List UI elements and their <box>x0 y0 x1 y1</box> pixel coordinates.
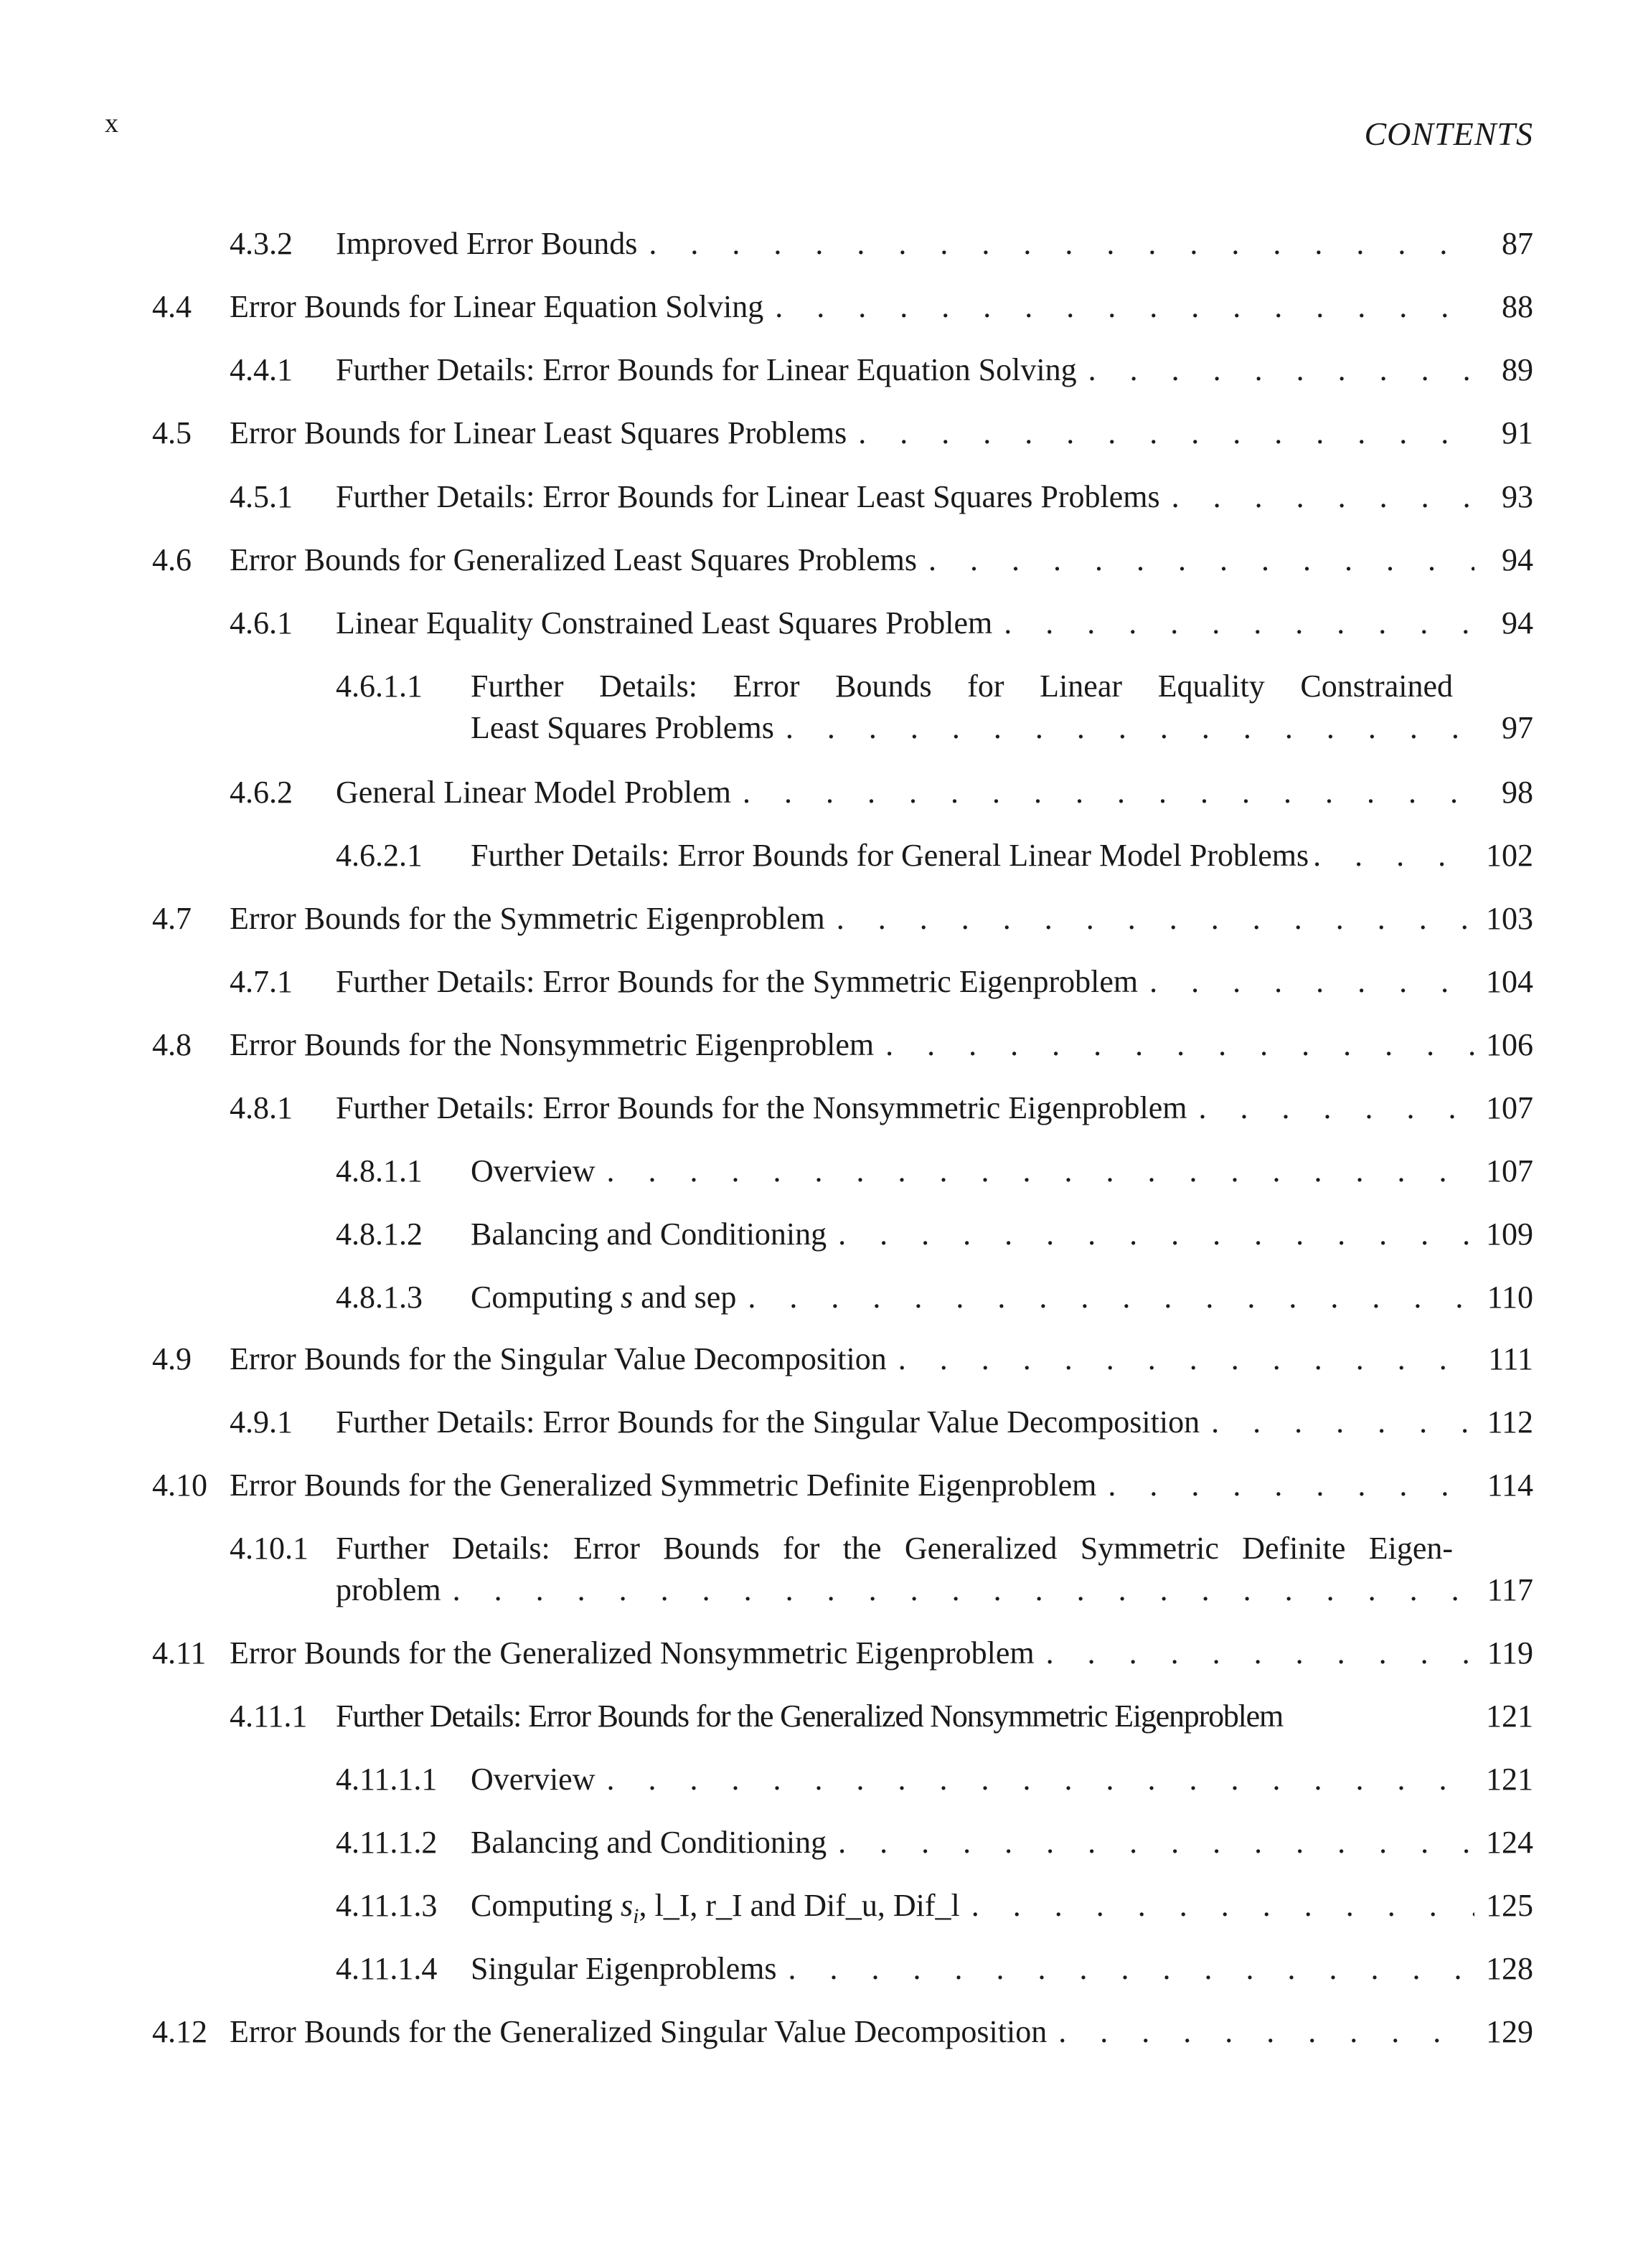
toc-entry-title-pre: Computing <box>471 1888 621 1923</box>
toc-entry-number: 4.9.1 <box>230 1404 293 1440</box>
toc-entry-title: Further Details: Error Bounds for General Linear Model Problems <box>471 838 1309 873</box>
toc-entry-number: 4.9 <box>152 1341 192 1376</box>
toc-entry-page: 103 <box>1486 901 1533 936</box>
dot-leader <box>885 1024 1474 1066</box>
toc-entry-page: 93 <box>1502 479 1533 514</box>
toc-entry-title: Error Bounds for the Symmetric Eigenproblem <box>230 901 825 936</box>
toc-entry[interactable] <box>230 1528 1533 1611</box>
toc-entry-title: Error Bounds for the Generalized Symmetric Definite Eigenproblem <box>230 1468 1097 1503</box>
toc-entry-title: Error Bounds for Linear Least Squares Problems <box>230 415 847 450</box>
dot-leader <box>898 1338 1474 1380</box>
toc-entry-number: 4.8.1 <box>230 1090 293 1125</box>
toc-entry[interactable] <box>230 1402 1533 1443</box>
toc-entry-page: 117 <box>1487 1572 1533 1607</box>
toc-entry-title-line2: problem <box>336 1572 441 1607</box>
toc-entry[interactable] <box>152 1024 1533 1066</box>
toc-entry-title: Balancing and Conditioning <box>471 1825 827 1860</box>
toc-entry[interactable] <box>230 1696 1533 1737</box>
toc-entry-number: 4.4.1 <box>230 352 293 387</box>
dot-leader <box>775 286 1474 328</box>
dot-leader <box>1088 349 1474 391</box>
toc-entry-number: 4.5 <box>152 415 192 450</box>
toc-entry[interactable] <box>152 1465 1533 1506</box>
dot-leader <box>453 1569 1474 1611</box>
page-number: x <box>105 108 118 138</box>
toc-entry-title: Further Details: Error Bounds for Linear Equation Solving <box>336 352 1077 387</box>
toc-entry-number: 4.11.1.4 <box>336 1951 438 1986</box>
toc-entry-page: 121 <box>1486 1762 1533 1797</box>
toc-entry-title: Error Bounds for the Nonsymmetric Eigenproblem <box>230 1027 875 1062</box>
dot-leader <box>1058 2011 1474 2053</box>
toc-entry-page: 98 <box>1502 775 1533 810</box>
toc-entry-page: 106 <box>1486 1027 1533 1062</box>
toc-entry-number: 4.7 <box>152 901 192 936</box>
toc-entry-title: General Linear Model Problem <box>336 775 732 810</box>
dot-leader <box>1313 835 1482 877</box>
toc-entry-page: 94 <box>1502 605 1533 641</box>
toc-entry-title: Balancing and Conditioning <box>471 1216 827 1252</box>
toc-entry[interactable] <box>152 412 1533 454</box>
toc-entry-title: Improved Error Bounds <box>336 226 638 261</box>
toc-entry-title-line1: Further Details: Error Bounds for Linear Equality Constrained <box>471 668 1453 704</box>
dot-leader <box>838 1822 1474 1863</box>
toc-entry-title: Further Details: Error Bounds for the Singular Value Decomposition <box>336 1404 1200 1440</box>
toc-entry-number: 4.4 <box>152 289 192 324</box>
dot-leader <box>1108 1465 1474 1506</box>
dot-leader <box>858 412 1474 454</box>
toc-entry-page: 114 <box>1487 1468 1533 1503</box>
toc-entry-title: Overview <box>471 1153 596 1189</box>
toc-entry-number: 4.11 <box>152 1635 207 1671</box>
toc-entry-page: 89 <box>1502 352 1533 387</box>
dot-leader <box>607 1759 1475 1800</box>
toc-entry[interactable] <box>152 539 1533 581</box>
toc-entry-page: 91 <box>1502 415 1533 450</box>
toc-entry-number: 4.7.1 <box>230 964 293 999</box>
toc-entry[interactable] <box>336 1885 1533 1937</box>
toc-entry[interactable] <box>152 1338 1533 1380</box>
dot-leader <box>786 707 1474 749</box>
toc-entry-title: Further Details: Error Bounds for the Generalized Nonsymmetric Eigenproblem <box>336 1698 1284 1734</box>
toc-entry-number: 4.8.1.1 <box>336 1153 423 1189</box>
toc-entry-page: 128 <box>1486 1951 1533 1986</box>
toc-entry-page: 129 <box>1486 2014 1533 2049</box>
toc-entry-page: 102 <box>1486 838 1533 873</box>
toc-entry-title: Error Bounds for the Generalized Singular Value Decomposition <box>230 2014 1048 2049</box>
toc-entry-number: 4.6 <box>152 542 192 577</box>
toc-entry-title: Further Details: Error Bounds for the Symmetric Eigenproblem <box>336 964 1139 999</box>
dot-leader <box>748 1277 1474 1318</box>
toc-entry-page: 109 <box>1486 1216 1533 1252</box>
toc-entry-number: 4.3.2 <box>230 226 293 261</box>
toc-entry-title: Further Details: Error Bounds for the Nonsymmetric Eigenproblem <box>336 1090 1187 1125</box>
toc-entry-page: 88 <box>1502 289 1533 324</box>
toc-entry-title-line1: Further Details: Error Bounds for the Generalized Symmetric Definite Eigen- <box>336 1531 1453 1566</box>
toc-entry[interactable] <box>336 1948 1533 1990</box>
dot-leader <box>928 539 1474 581</box>
toc-entry-page: 87 <box>1502 226 1533 261</box>
toc-entry-page: 110 <box>1487 1280 1533 1315</box>
toc-entry-title <box>471 1885 960 1937</box>
dot-leader <box>838 1214 1474 1255</box>
toc-entry[interactable] <box>336 1214 1533 1255</box>
toc-entry[interactable] <box>230 961 1533 1003</box>
toc-entry-page: 125 <box>1486 1888 1533 1923</box>
toc-entry[interactable] <box>336 1822 1533 1863</box>
toc-entry-title: Error Bounds for Generalized Least Squares Problems <box>230 542 917 577</box>
math-subscript-i: i <box>633 1904 639 1928</box>
toc-entry-number: 4.6.2.1 <box>336 838 423 873</box>
toc-entry[interactable] <box>230 476 1533 518</box>
running-head: CONTENTS <box>1364 115 1533 152</box>
toc-entry[interactable] <box>336 1150 1533 1192</box>
toc-entry-number: 4.11.1.1 <box>336 1762 438 1797</box>
dot-leader <box>1172 476 1474 518</box>
toc-entry-title: Error Bounds for the Generalized Nonsymmetric Eigenproblem <box>230 1635 1035 1671</box>
toc-entry[interactable] <box>152 2011 1533 2053</box>
toc-entry[interactable] <box>336 1759 1533 1800</box>
toc-entry[interactable] <box>230 772 1533 813</box>
toc-entry-page: 119 <box>1487 1635 1533 1671</box>
toc-entry-title-post: and sep <box>633 1280 737 1315</box>
math-symbol-s: s <box>621 1280 634 1315</box>
toc-entry-number: 4.12 <box>152 2014 207 2049</box>
dot-leader <box>789 1948 1475 1990</box>
toc-entry-page: 111 <box>1488 1341 1533 1376</box>
toc-entry-number: 4.8 <box>152 1027 192 1062</box>
toc-entry[interactable] <box>336 1277 1533 1318</box>
toc-entry-number: 4.8.1.3 <box>336 1280 423 1315</box>
toc-entry-title <box>471 1277 736 1318</box>
toc-entry-title: Further Details: Error Bounds for Linear Least Squares Problems <box>336 479 1160 514</box>
dot-leader <box>607 1150 1475 1192</box>
toc-entry-page: 124 <box>1486 1825 1533 1860</box>
toc-entry-number: 4.6.1.1 <box>336 668 423 704</box>
toc-entry[interactable] <box>336 666 1533 749</box>
dot-leader <box>1211 1402 1474 1443</box>
toc-entry-number: 4.11.1 <box>230 1698 308 1734</box>
toc-entry[interactable] <box>336 835 1533 877</box>
toc-entry-title: Overview <box>471 1762 596 1797</box>
toc-entry[interactable] <box>230 223 1533 265</box>
toc-entry-page: 107 <box>1486 1090 1533 1125</box>
toc-entry-number: 4.11.1.3 <box>336 1888 438 1923</box>
toc-entry-page: 107 <box>1486 1153 1533 1189</box>
toc-entry-number: 4.6.1 <box>230 605 293 641</box>
toc-entry-page: 112 <box>1487 1404 1533 1440</box>
toc-entry-number: 4.11.1.2 <box>336 1825 438 1860</box>
toc-entry[interactable] <box>230 349 1533 391</box>
math-symbol-s: s <box>621 1888 634 1923</box>
dot-leader <box>743 772 1474 813</box>
toc-entry[interactable] <box>152 286 1533 328</box>
toc-entry-title-pre: Computing <box>471 1280 621 1315</box>
toc-entry-number: 4.6.2 <box>230 775 293 810</box>
toc-entry-number: 4.5.1 <box>230 479 293 514</box>
toc-entry[interactable] <box>152 898 1533 940</box>
dot-leader <box>1004 603 1474 644</box>
dot-leader <box>1199 1087 1474 1129</box>
dot-leader <box>1149 961 1474 1003</box>
toc-entry-title: Error Bounds for Linear Equation Solving <box>230 289 764 324</box>
dot-leader <box>1046 1633 1474 1674</box>
toc-entry-number: 4.10 <box>152 1468 207 1503</box>
toc-entry-page: 97 <box>1502 710 1533 745</box>
toc-entry-title-post: , l_I, r_I and Dif_u, Dif_l <box>639 1888 960 1923</box>
dot-leader <box>837 898 1474 940</box>
dot-leader <box>971 1885 1474 1927</box>
toc-entry-number: 4.8.1.2 <box>336 1216 423 1252</box>
toc-entry-page: 104 <box>1486 964 1533 999</box>
toc-entry[interactable] <box>230 603 1533 644</box>
toc-entry-title: Linear Equality Constrained Least Squares Problem <box>336 605 993 641</box>
toc-entry-title: Error Bounds for the Singular Value Decomposition <box>230 1341 887 1376</box>
toc-entry-title-line2: Least Squares Problems <box>471 710 774 745</box>
toc-entry-page: 121 <box>1486 1698 1533 1734</box>
toc-entry-number: 4.10.1 <box>230 1531 309 1566</box>
toc-entry-page: 94 <box>1502 542 1533 577</box>
toc-entry[interactable] <box>230 1087 1533 1129</box>
toc-entry-title: Singular Eigenproblems <box>471 1951 777 1986</box>
dot-leader <box>649 223 1474 265</box>
toc-entry[interactable] <box>152 1633 1533 1674</box>
